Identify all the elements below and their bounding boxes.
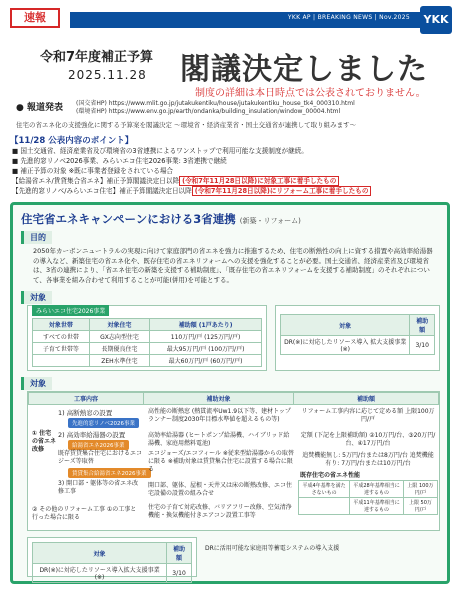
table-row (33, 355, 262, 367)
bottom-panel (27, 537, 197, 581)
table-cell (33, 355, 90, 367)
performance-table (298, 480, 438, 515)
mirai-tag: みらいエコ住宅2026事業 (32, 305, 109, 316)
point-text: 【先進的窓リノベ/みらいエコ住宅】補正予算閣議決定日以降 (12, 187, 192, 195)
renovation-left-head: ① 住宅の省エネ改修 (32, 430, 57, 453)
press-label: ● 報道発表 (16, 103, 63, 113)
table-cell: 平成11年基準相当に達するもの (350, 498, 404, 515)
renovation-panel (27, 391, 440, 531)
points-body (12, 146, 452, 196)
point-text: 【給湯省エネ/賃貸集合省エネ】補正予算閣議決定日以降 (12, 177, 180, 185)
points-heading: 【11/28 公表内容のポイント】 (10, 136, 134, 146)
table-header: 対象住宅 (89, 319, 149, 331)
table-row (299, 498, 438, 515)
panel-title (21, 211, 301, 227)
table-cell: 最大60万円/戸 (60万円/戸) (150, 355, 262, 367)
table-row (299, 481, 438, 498)
table-header: 補助対象 (144, 393, 294, 405)
bottom-table (32, 542, 192, 583)
bottom-note: DRに活用可能な家庭用等蓄電システムの導入支援 (205, 545, 340, 552)
table-cell: すべての世帯 (33, 331, 90, 343)
work-item: 3) 開口部・躯体等の省エネ改修工事 (58, 480, 139, 495)
table-header: 工事内容 (29, 393, 144, 405)
subsidy-target: 高性能の断熱窓 (熱貫流率Uw1.9以下等、建材トップランナー制度2030年目標水準値を超えるもの等) (148, 408, 291, 423)
new-build-panel (27, 305, 267, 371)
work-item: 2) 高効率給湯器の設置 (58, 431, 126, 439)
table-header: 補助額 (294, 393, 439, 405)
ykk-logo: YKK ap (420, 6, 452, 34)
table-cell: ZEH水準住宅 (89, 355, 149, 367)
table-header: 対象 (281, 315, 410, 336)
table-cell: 平成28年基準相当に達するもの (350, 481, 404, 498)
env-link[interactable]: (環境省HP) https://www.env.go.jp/earth/ondanka/building_insulation/window_00004.html (76, 108, 341, 115)
cabinet-decision-heading: 閣議決定しました (180, 52, 428, 87)
press-links (76, 100, 355, 116)
table-cell: 3/10 (410, 336, 435, 355)
table-cell: GX志向型住宅 (89, 331, 149, 343)
subsidy-amount: 定額 (下記を上限補助額) ②10万円/台、③20万円/台、④17万円/台 (300, 432, 436, 447)
rental-table (280, 314, 435, 355)
table-cell: 長期優良住宅 (89, 343, 149, 355)
target-label: 対象 (21, 291, 52, 304)
subsidy-amount: 追焚機能無し: 5万円/台または8万円/台 追焚機能有り: 7万円/台または10万円/台 (302, 452, 434, 467)
table-row (33, 564, 192, 583)
subsidy-target: 開口部、躯体、屋根・天井又は床の断熱改修、エコ住宅設備の設置の組み合せ (148, 482, 293, 497)
panel-title-sub: (新築・リフォーム) (239, 217, 301, 225)
point-line: ■ 補正予算の対象 ※既に事業者登録をされている場合 (12, 167, 174, 175)
table-cell: 最大95万円/戸 (100万円/戸) (150, 343, 262, 355)
subsidy-target: エコジョーズ/エコフィール ※従来型給湯器からの取替に限る ※補助対象は賃貸集合住宅に設置する場合に限る (148, 450, 294, 473)
table-header: 補助額 (410, 315, 435, 336)
table-header: 補助額 (1戸あたり) (150, 319, 262, 331)
performance-head: 既存住宅の省エネ性能 (300, 472, 361, 479)
rental-panel (275, 305, 440, 371)
table-cell: 子育て世帯等 (33, 343, 90, 355)
table-cell: 上限 50万円/戸 (403, 498, 437, 515)
header-band (70, 12, 420, 28)
three-ministry-panel (10, 202, 450, 584)
detail-notice: 制度の詳細は本日時点では公表されておりません。 (195, 88, 426, 99)
point-line (12, 176, 452, 186)
purpose-label: 目的 (21, 231, 52, 244)
rental-heater-pill: 賃貸集合給湯省エネ2026事業 (68, 468, 151, 478)
table-cell (299, 498, 350, 515)
budget-title: 令和7年度補正予算 (40, 50, 154, 65)
point-line: ■ 先進的窓リノベ2026事業、みらいエコ住宅2026事業: 3省連携で継続 (12, 157, 227, 165)
table-row (281, 336, 435, 355)
subsidy-target: 住宅の子育て対応改修、バリアフリー改修、空気清浄機能・換気機能付きエアコン設置工事等 (148, 504, 292, 519)
water-heater-pill: 給湯省エネ2026事業 (68, 440, 129, 450)
table-header: 補助額 (167, 543, 192, 564)
band-text: YKK AP | BREAKING NEWS | Nov.2025 (287, 14, 410, 21)
table-cell: 110万円/戸 (125万円/戸) (150, 331, 262, 343)
point-highlight: (令和7年11月28日以降)に対象工事に着手したもの (179, 176, 339, 186)
subsidy-amount: リフォーム工事内容に応じて定める額 上限100万円/戸 (301, 408, 435, 423)
window-reno-pill: 先進的窓リノベ2026事業 (68, 418, 139, 428)
point-highlight: (令和7年11月28日以降)にリフォーム工事に着手したもの (192, 186, 372, 196)
budget-date: 2025.11.28 (68, 68, 147, 82)
table-cell: DR(※)に対応したリソース導入 拡大支援事業(※) (281, 336, 410, 355)
table-cell: 3/10 (167, 564, 192, 583)
work-header-table (28, 392, 439, 405)
table-cell: 上限 100万円/戸 (403, 481, 437, 498)
point-line: ■ 国土交通省、経済産業省及び環境省の3省連携によるワンストップで利用可能な支援制度が継続。 (12, 147, 308, 155)
purpose-text: 2050年カーボンニュートラルの実現に向けて家庭部門の省エネを強力に推進するため、住宅の断熱性の向上に資する措置や高効率給湯器の導入など、新築住宅の省エネ化や、既存住宅の省エネリフォームへの支援を強化することが必要。国土交通省、経済産業省及び環境省は、3省の連携により、「省エネ住宅の新築を支援する補助制度」、「既存住宅の省エネリフォームを支援する補助制度」のそれぞれについて、各事業を組み合わせて利用することが可能(併用)を可能とする。 (33, 247, 433, 284)
table-cell: 平成4年基準を満たさないもの (299, 481, 350, 498)
policy-line: 住宅の省エネ化の支援強化に関する予算案を閣議決定 〜環境省・経済産業省・国土交通省が連携して取り組みます〜 (16, 121, 357, 129)
work-item: 1) 高断熱窓の設置 (58, 409, 113, 417)
table-row (33, 331, 262, 343)
table-header: 対象世帯 (33, 319, 90, 331)
panel-title-text: 住宅省エネキャンペーンにおける3省連携 (21, 212, 236, 226)
work-item: ② その他のリフォーム工事 ①の工事と行った場合に限る (32, 506, 137, 521)
table-cell: DR(※)に対応したリソース導入拡大支援事業(※) (33, 564, 167, 583)
breaking-badge: 速報 (10, 8, 60, 28)
table-row (33, 343, 262, 355)
header (0, 0, 460, 54)
new-build-table (32, 318, 262, 367)
table-header: 対象 (33, 543, 167, 564)
mlit-link[interactable]: (国交省HP) https://www.mlit.go.jp/jutakukentiku/house/jutakukentiku_house_tk4_000310.html (76, 100, 355, 107)
work-label: 対象 (21, 377, 52, 390)
work-item: 既存賃貸集合住宅におけるエコジーズ等取替 (58, 450, 143, 465)
subsidy-target: 高効率給湯器 (ヒートポンプ給湯機、ハイブリッド給湯機、家庭用燃料電池) (148, 432, 290, 447)
point-line (12, 186, 452, 196)
